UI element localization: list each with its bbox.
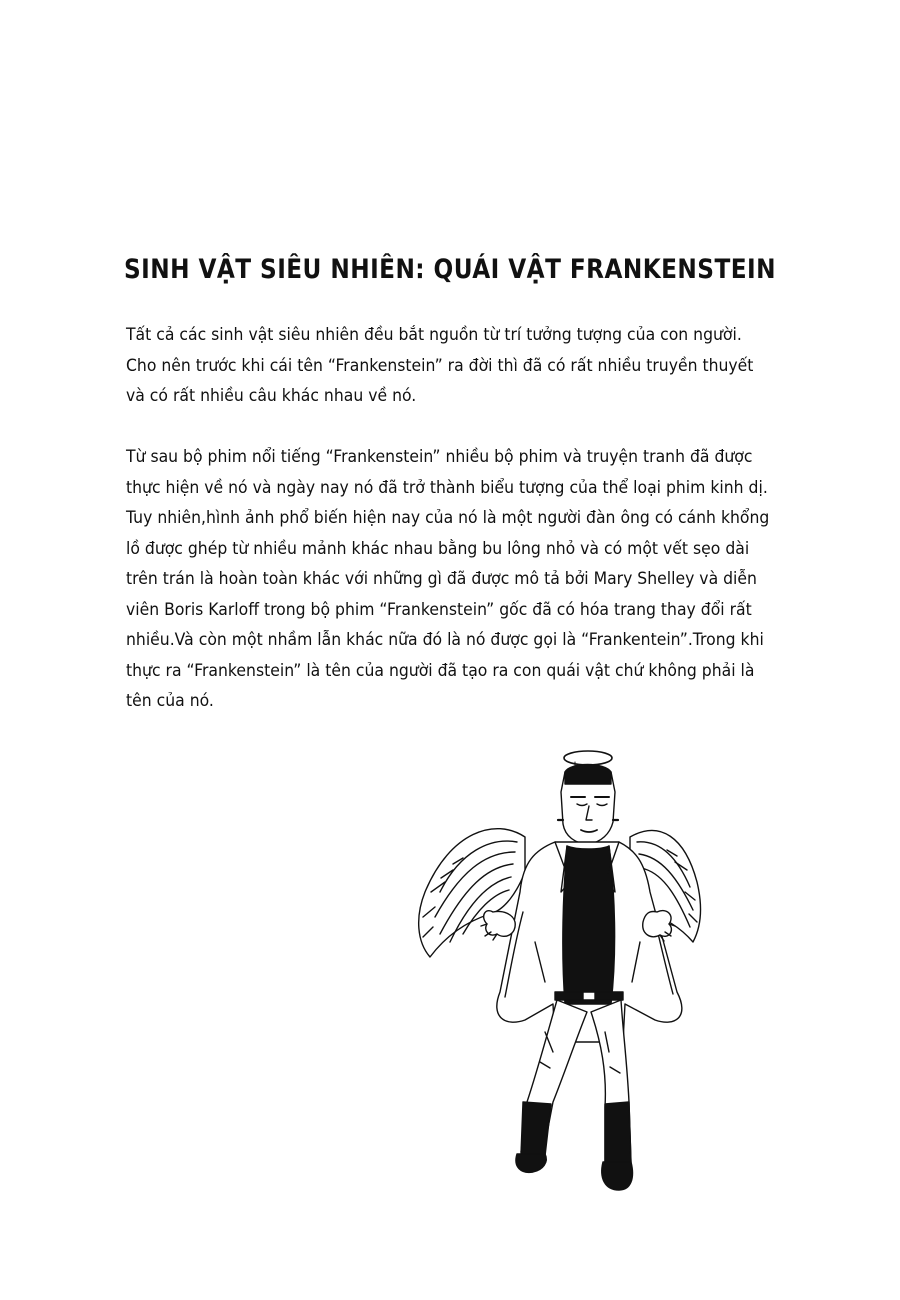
paragraph-line: Cho nên trước khi cái tên “Frankenstein” ra đời thì đã có rất nhiều truyền thuyết (126, 355, 754, 376)
paragraph-line: viên Boris Karloff trong bộ phim “Frankenstein” gốc đã có hóa trang thay đổi rất (126, 599, 752, 620)
paragraph-body (126, 442, 846, 717)
paragraph-line: Tất cả các sinh vật siêu nhiên đều bắt nguồn từ trí tưởng tượng của con người. (126, 325, 742, 345)
paragraph-line: tên của nó. (126, 691, 214, 711)
paragraph-line: trên trán là hoàn toàn khác với những gì đã được mô tả bởi Mary Shelley và diễn (126, 569, 757, 589)
monster-head-icon (558, 762, 618, 844)
paragraph-line: Từ sau bộ phim nổi tiếng “Frankenstein” nhiều bộ phim và truyện tranh đã được (126, 447, 753, 467)
paragraph-line: và có rất nhiều câu khác nhau về nó. (126, 386, 417, 406)
paragraph-intro (126, 320, 846, 412)
paragraph-line: Tuy nhiên,hình ảnh phổ biến hiện nay của nó là một người đàn ông có cánh khổng (126, 508, 770, 528)
paragraph-line: lồ được ghép từ nhiều mảnh khác nhau bằng bu lông nhỏ và có một vết sẹo dài (126, 538, 750, 559)
monster-legs-icon (516, 992, 633, 1190)
halo-icon (564, 751, 612, 765)
page-title: SINH VẬT SIÊU NHIÊN: QUÁI VẬT FRANKENSTEIN (124, 254, 776, 285)
winged-frankenstein-monster-illustration (405, 742, 705, 1222)
paragraph-line: thực ra “Frankenstein” là tên của người đã tạo ra con quái vật chứ không phải là (126, 660, 755, 681)
left-wing-icon (419, 829, 525, 957)
paragraph-line: nhiều.Và còn một nhầm lẫn khác nữa đó là nó được gọi là “Frankentein”.Trong khi (126, 630, 764, 650)
paragraph-line: thực hiện về nó và ngày nay nó đã trở thành biểu tượng của thể loại phim kinh dị. (126, 477, 768, 498)
